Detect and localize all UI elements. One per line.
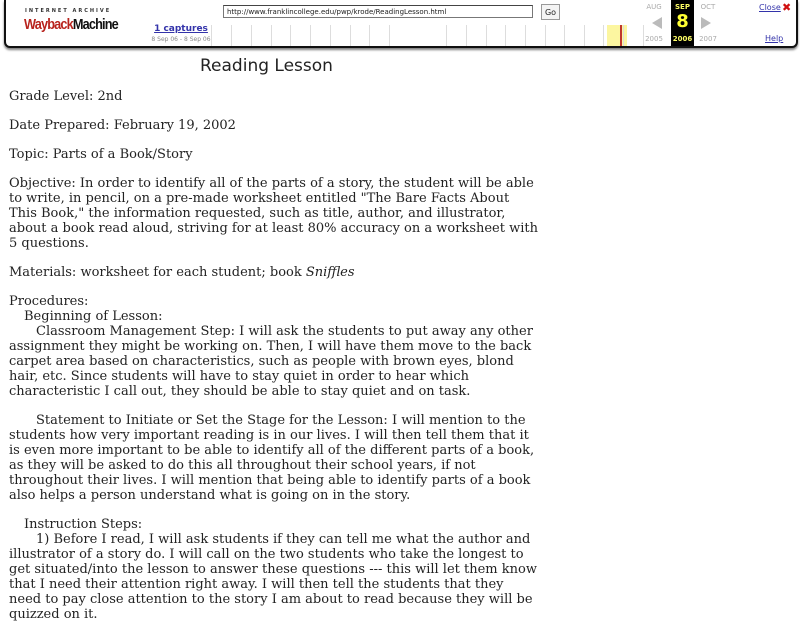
next-month-label[interactable]: OCT	[700, 3, 716, 11]
timeline-tick	[466, 25, 467, 46]
objective: Objective: In order to identify all of the parts of a story, the student will be able to write, in pencil, on a pre-made worksheet entitled "The Bare Facts About This Book," the information requested, such as title, author, and illustrator, about a book read aloud, striving for at least 80% accuracy on a worksheet with 5 questions.	[9, 176, 538, 251]
close-icon[interactable]: ✖	[782, 1, 792, 14]
current-year: 2006	[672, 35, 693, 43]
grade-level: Grade Level: 2nd	[9, 89, 123, 104]
captures-info	[146, 24, 216, 43]
close-link[interactable]: Close	[759, 3, 781, 12]
timeline-tick	[211, 25, 212, 46]
timeline-tick	[251, 25, 252, 46]
timeline-tick	[584, 25, 585, 46]
capture-marker[interactable]	[620, 25, 622, 46]
instruction-step-1: 1) Before I read, I will ask students if they can tell me what the author and illustrator of a story do. I will call on the two students who take the longest to get situated/into the lesson to answer these questions --- this will let them know that I need their attention right away. I will then tell the students that they need to pay close attention to the story I am about to read because they will be quizzed on it.	[9, 532, 537, 622]
timeline-tick	[525, 25, 526, 46]
beginning-heading: Beginning of Lesson:	[24, 309, 163, 324]
wayback-frame	[4, 0, 798, 48]
lesson-document	[9, 52, 539, 622]
timeline-tick	[290, 25, 291, 46]
timeline-tick	[350, 25, 351, 46]
timeline-tick	[623, 25, 624, 46]
classroom-management: Classroom Management Step: I will ask the students to put away any other assignment they might be working on. Then, I will have them move to the back carpet area based on characteristics, such as people with brown eyes, blond hair, etc. Since students will have to stay quiet in order to hear which characteristic I call out, they should be able to stay quiet and on task.	[9, 324, 533, 399]
timeline-tick	[389, 25, 390, 46]
captures-link[interactable]: 1 captures	[154, 24, 208, 34]
page-title: Reading Lesson	[200, 56, 333, 76]
book-title: Sniffles	[305, 265, 355, 280]
timeline-tick	[505, 25, 506, 46]
url-input[interactable]: http://www.franklincollege.edu/pwp/krode/ReadingLesson.html	[223, 5, 533, 18]
statement-initiate: Statement to Initiate or Set the Stage for the Lesson: I will mention to the students how very important reading is in our lives. I will then tell them that it is even more important to be able to identify all of the different parts of a book, as they will be asked to do this all throughout their school years, if not throughout their lives. I will mention that being able to identify parts of a book also helps a person understand what is going on in the story.	[9, 413, 535, 503]
help-link[interactable]: Help	[765, 34, 784, 43]
go-button[interactable]: Go	[541, 4, 560, 20]
instruction-heading: Instruction Steps:	[24, 517, 143, 532]
wayback-machine-logo[interactable]: WaybackMachine	[24, 16, 118, 33]
current-month: SEP	[675, 3, 690, 11]
timeline-tick	[446, 25, 447, 46]
timeline-tick	[330, 25, 331, 46]
current-capture-date	[671, 0, 694, 46]
prev-capture-arrow-icon[interactable]	[652, 17, 662, 29]
timeline-tick	[231, 25, 232, 46]
procedures-heading: Procedures:	[9, 294, 89, 309]
prev-month-label[interactable]: AUG	[646, 3, 662, 11]
capture-timeline[interactable]	[208, 25, 644, 46]
internet-archive-label: INTERNET ARCHIVE	[25, 8, 112, 14]
materials: Materials: worksheet for each student; book Sniffles	[9, 265, 355, 280]
next-year-label[interactable]: 2007	[699, 35, 717, 43]
current-year-highlight	[607, 25, 627, 46]
timeline-tick	[271, 25, 272, 46]
next-capture-arrow-icon[interactable]	[701, 17, 711, 29]
topic: Topic: Parts of a Book/Story	[9, 147, 193, 162]
timeline-tick	[369, 25, 370, 46]
captures-range: 8 Sep 06 - 8 Sep 06	[151, 36, 211, 43]
date-prepared: Date Prepared: February 19, 2002	[9, 118, 236, 133]
current-day: 8	[676, 11, 689, 32]
timeline-tick	[310, 25, 311, 46]
timeline-tick	[564, 25, 565, 46]
timeline-tick	[603, 25, 604, 46]
timeline-tick	[545, 25, 546, 46]
prev-year-label[interactable]: 2005	[645, 35, 663, 43]
wayback-toolbar	[0, 0, 800, 50]
timeline-tick	[486, 25, 487, 46]
